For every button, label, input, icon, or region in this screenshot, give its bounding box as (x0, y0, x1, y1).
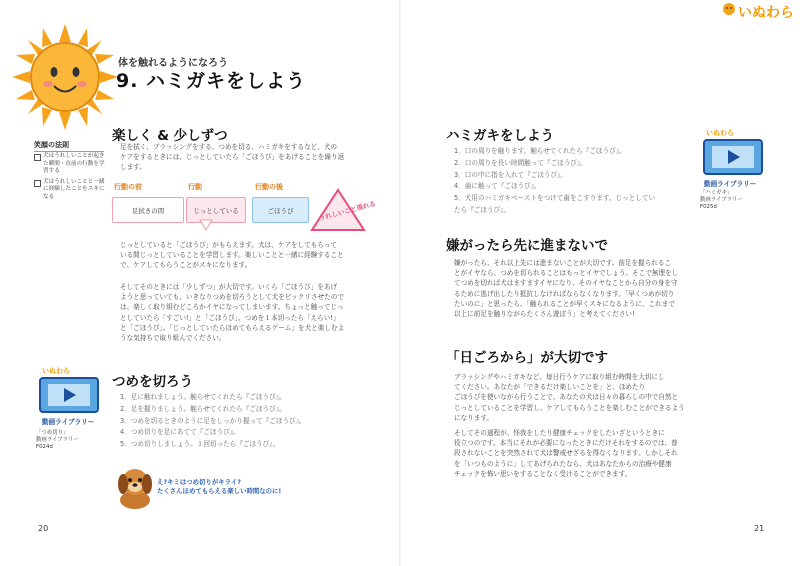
section5-p2: そしてその過程が、怪我をしたり健康チェックをしたいざというときに 役立つのです。本当にそれが必要になったときにだけそれをするのでは、普 段されないことを突然されて犬は警戒せざるを得なくなります。しかしそれ を「いつものように」してあげられたなら、犬はあなたからの治療や健康 チェックを怖い思いをすることなく受けることができます。 (454, 429, 678, 478)
list-item: 1．足に触れましょう。触らせてくれたら『ごほうび』。 (120, 393, 286, 401)
list-item: 5．犬用のハミガキペーストをつけて歯をこすります。じっとしてい (454, 194, 656, 203)
flow-act-label: 行動 (188, 183, 202, 191)
list-item: たら『ごほうび』。 (454, 205, 511, 214)
section-heading-enjoy: 楽しく & 少しずつ (112, 128, 228, 144)
section-heading-refuse: 嫌がったら先に進まないで (446, 238, 608, 254)
flow-after-label: 行動の後 (255, 183, 283, 191)
brushing-steps-list (454, 146, 694, 217)
dog-mascot-icon (114, 462, 156, 510)
section4-body: 嫌がったら、それ以上先には進まないことが大切です。前足を握られるこ とがイヤなら、つめを切られることはもっとイヤでしょう。そこで無理をし てつめを切れば犬はますますイヤになり、そのイヤなことから自分の身を守 るために逃げ出したり抵抗しなければならなくなります。「早くつめが切り たいのに」と思ったら、「触られることが早くスキになるように、これまで 以上に前足を触りながらたくさん遊ぼう」と考えてください! (454, 259, 679, 319)
library-label[interactable]: 動画ライブラリー (704, 180, 757, 188)
section-heading-daily: 「日ごろから」が大切です (446, 350, 608, 366)
section-heading-brushing: ハミガキをしよう (446, 128, 554, 144)
nail-steps-list (120, 392, 380, 451)
list-item: 3．口の中に指を入れて『ごほうび』。 (454, 170, 567, 179)
checkbox-icon (34, 180, 41, 187)
flow-tag: うれしいこと現れる (318, 199, 377, 223)
list-item: 4．つめ切りを足にあてて『ごほうび』。 (120, 428, 240, 437)
side-note-item: 犬はうれしいことと一緒に経験したことをスキになる (34, 179, 106, 202)
library-label[interactable]: 動画ライブラリー (42, 418, 95, 426)
section-heading-nail: つめを切ろう (112, 374, 193, 390)
flow-act-box: じっとしている (186, 197, 246, 223)
list-item: 4．歯に触って『ごほうび』。 (454, 182, 541, 191)
film-strip-icon[interactable] (702, 138, 764, 176)
page-number-left: 20 (38, 524, 49, 533)
section1-intro: 足を拭く、ブラッシングをする、つめを切る、ハミガキをするなど、犬の ケアをするときには、じっとしていたら「ごほうび」をあげることを繰り返 します。 (120, 143, 345, 172)
film-strip-icon[interactable] (38, 376, 100, 414)
page-number-right: 21 (754, 524, 765, 533)
chapter-title: 9. ハミガキをしよう (116, 70, 307, 92)
sun-logo-icon (720, 0, 738, 18)
list-item: 2．足を握りましょう。触らせてくれたら『ごほうび』。 (120, 404, 286, 413)
library-caption: 「ハミガキ」 動画ライブラリー F025d (700, 190, 743, 211)
side-note-item: 犬はうれしいことが起きた瞬間・直前の行動を学習する (34, 153, 106, 176)
library-logo: いぬわら (706, 129, 734, 137)
side-note (34, 153, 106, 202)
flow-arrows-icon (112, 218, 312, 232)
checkbox-icon (34, 154, 41, 161)
list-item: 1．口の周りを触ります。触らせてくれたら『ごほうび』。 (454, 147, 626, 155)
dog-speech: え?キミはつめ切りがキライ? たくさんほめてもらえる楽しい時間なのに! (157, 478, 282, 495)
section1-p3: そしてそのときには「少しずつ」が大切です。いくら「ごほうび」をあげ ようと思っていても、いきなりつめを切ろうとして犬をビックリさせたので は、楽しく取り組むどころかイヤになってしまいます。ちょっと触ってじっ としていたら「すごい!」と「ごほうび」。つめを１本切ったら「えらい!」 と「ごほうび」。「じっとしていたらほめてもらえるゲーム」を犬と楽しむよ うな気持ちで取り組んでください。 (120, 283, 345, 343)
flow-before-box: 足拭きの間 (112, 197, 184, 223)
sun-mascot-icon (10, 22, 120, 132)
section5-p1: ブラッシングやハミガキなど、毎日行うケアに取り組む時間を大切にし てください。あなたが「できるだけ楽しいことを」と、ほめたり ごほうびを使いながら行うことで、あなたの犬は日々の暮らしの中で自然と じっとしていることを学習し、ケアしてもらうことを楽しむことができるよう になります。 (454, 373, 685, 422)
right-page (400, 0, 800, 566)
library-logo: いぬわら (42, 367, 70, 375)
list-item: 3．つめを切るときのように足をしっかり握って『ごほうび』。 (120, 416, 306, 425)
brand-logo: いぬわら (738, 5, 794, 21)
list-item: 2．口の周りを長い時間触って『ごほうび』。 (454, 158, 587, 167)
flow-after-box: ごほうび (252, 197, 309, 223)
chapter-subtitle: 体を触れるようになろう (118, 58, 228, 69)
section1-p2: じっとしていると「ごほうび」がもらえます。犬は、ケアをしてもらって いる間じっとしていることを学習します。楽しいことと一緒に経験すること で、ケアしてもらうことがスキになります。 (120, 241, 344, 270)
list-item: 5．つめ切りしましょう。１回切ったら『ごほうび』。 (120, 440, 280, 449)
flow-before-label: 行動の前 (114, 183, 142, 191)
side-note-title: 笑顔の法則 (34, 140, 104, 152)
library-caption: 「つめ切り」 動画ライブラリー F024d (36, 430, 79, 451)
